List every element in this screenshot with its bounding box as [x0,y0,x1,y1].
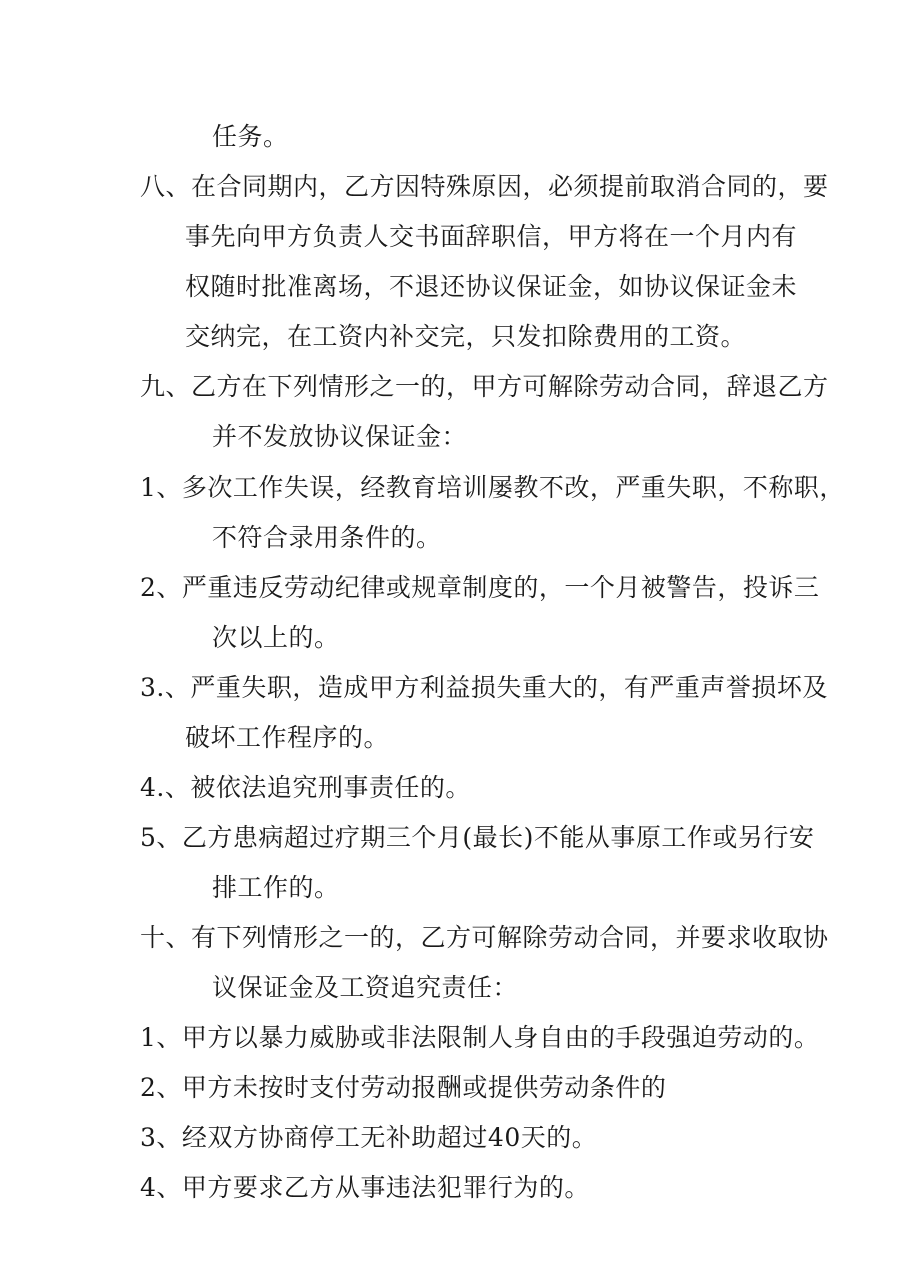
text-line: 议保证金及工资追究责任： [212,973,519,1002]
clause-9-heading: 九、乙方在下列情形之一的，甲方可解除劳动合同，辞退乙方 [140,372,829,401]
list-item: 3.、严重失职，造成甲方利益损失重大的，有严重声誉损坏及 [140,673,828,702]
clause-10-heading: 十、有下列情形之一的，乙方可解除劳动合同，并要求收取协 [140,923,829,952]
list-item: 1、多次工作失误，经教育培训屡教不改，严重失职，不称职， [140,473,845,502]
text-line: 权随时批准离场，不退还协议保证金，如协议保证金未 [185,272,798,301]
text-line: 任务。 [212,122,289,151]
text-line: 排工作的。 [212,873,340,902]
list-item: 5、乙方患病超过疗期三个月(最长)不能从事原工作或另行安 [140,823,815,852]
list-item: 4.、被依法追究刑事责任的。 [140,773,471,802]
list-item: 2、甲方未按时支付劳动报酬或提供劳动条件的 [140,1073,667,1102]
text-line: 并不发放协议保证金： [212,422,468,451]
list-item: 2、严重违反劳动纪律或规章制度的，一个月被警告，投诉三 [140,573,820,602]
text-line: 不符合录用条件的。 [212,523,442,552]
text-line: 破坏工作程序的。 [185,723,390,752]
list-item: 4、甲方要求乙方从事违法犯罪行为的。 [140,1173,590,1202]
text-line: 事先向甲方负责人交书面辞职信，甲方将在一个月内有 [185,222,798,251]
text-line: 次以上的。 [212,623,340,652]
list-item: 3、经双方协商停工无补助超过40天的。 [140,1123,598,1152]
clause-8-heading: 八、在合同期内，乙方因特殊原因，必须提前取消合同的，要 [140,172,829,201]
list-item: 1、甲方以暴力威胁或非法限制人身自由的手段强迫劳动的。 [140,1023,820,1052]
text-line: 交纳完，在工资内补交完，只发扣除费用的工资。 [185,322,747,351]
